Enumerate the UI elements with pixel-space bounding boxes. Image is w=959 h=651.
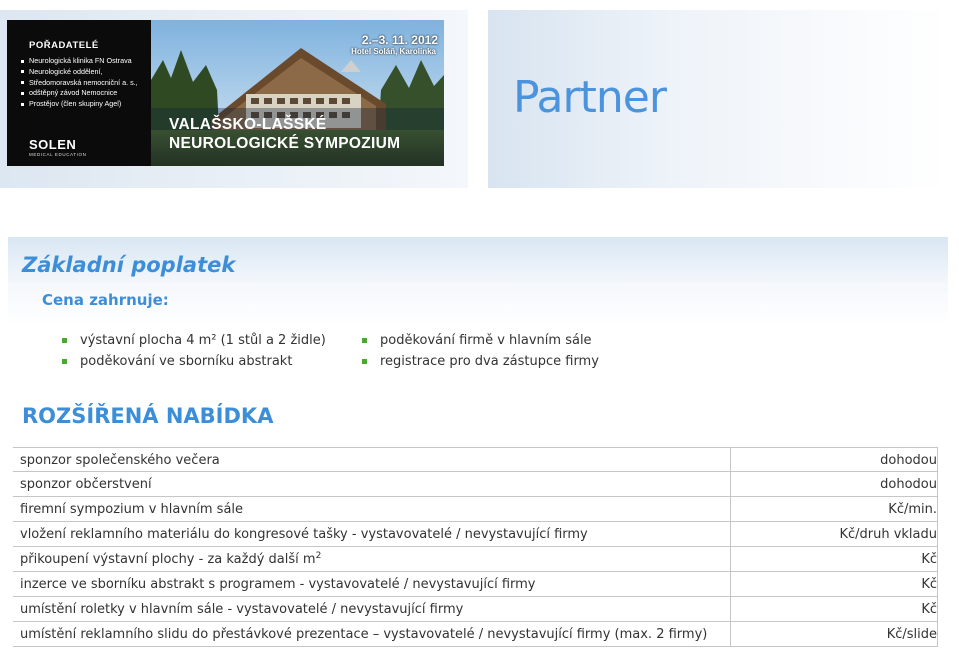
table-row (13, 497, 949, 522)
offer-description (13, 547, 731, 572)
list-item (62, 351, 326, 372)
event-date: 2.–3. 11. 2012 (361, 33, 438, 47)
extended-offer-title: ROZŠÍŘENÁ NABÍDKA (22, 404, 274, 428)
base-fee-title: Základní poplatek (22, 253, 236, 277)
list-item-text: poděkování firmě v hlavním sále (380, 333, 592, 348)
offer-table (13, 447, 949, 647)
organizers-title: POŘADATELÉ (29, 40, 99, 51)
bullet-icon (62, 359, 67, 364)
offer-price: Kč/slide (724, 622, 938, 647)
offer-description: firemní sympozium v hlavním sále (13, 497, 731, 522)
offer-price: Kč (724, 547, 938, 572)
organizer-item: odštěpný závod Nemocnice (21, 88, 138, 99)
page-title: Partner (513, 72, 666, 123)
table-row (13, 472, 949, 497)
organizer-item: Středomoravská nemocniční a. s., (21, 78, 138, 89)
offer-description-superscript: 2 (315, 551, 322, 561)
table-row (13, 522, 949, 547)
bullet-icon (362, 338, 367, 343)
offer-description: inzerce ve sborníku abstrakt s programem - vystavovatelé / nevystavující firmy (13, 572, 731, 597)
offer-description-text: přikoupení výstavní plochy - za každý další m (20, 552, 316, 567)
included-list-right (362, 330, 599, 372)
symposium-title-line-1: VALAŠSKO-LAŠSKÉ (169, 116, 327, 133)
organizer-item: Prostějov (člen skupiny Agel) (21, 99, 138, 110)
symposium-title-line-2: NEUROLOGICKÉ SYMPOZIUM (169, 135, 401, 152)
included-label: Cena zahrnuje: (42, 291, 169, 309)
offer-price: dohodou (724, 447, 938, 472)
event-venue: Hotel Soláň, Karolinka (351, 47, 436, 56)
bullet-icon (362, 359, 367, 364)
table-row (13, 547, 949, 572)
organizers-block (7, 20, 151, 166)
solen-logo: SOLEN (29, 137, 77, 152)
organizer-item: Neurologická klinika FN Ostrava (21, 56, 138, 67)
table-row (13, 622, 949, 647)
organizers-list (21, 56, 138, 110)
included-list-left (62, 330, 326, 372)
hotel-photo (151, 20, 444, 166)
offer-price: Kč/druh vkladu (724, 522, 938, 547)
organizer-item: Neurologické oddělení, (21, 67, 138, 78)
table-row (13, 597, 949, 622)
list-item (62, 330, 326, 351)
table-row (13, 572, 949, 597)
list-item (362, 351, 599, 372)
offer-description: umístění reklamního slidu do přestávkové prezentace – vystavovatelé / nevystavující firmy (max. 2 firmy) (13, 622, 731, 647)
offer-description: vložení reklamního materiálu do kongresové tašky - vystavovatelé / nevystavující firmy (13, 522, 731, 547)
bullet-icon (62, 338, 67, 343)
list-item-text: registrace pro dva zástupce firmy (380, 354, 599, 369)
offer-description: sponzor občerstvení (13, 472, 731, 497)
offer-description: sponzor společenského večera (13, 447, 731, 472)
offer-description: umístění roletky v hlavním sále - vystavovatelé / nevystavující firmy (13, 597, 731, 622)
event-banner (7, 20, 444, 166)
list-item-text: výstavní plocha 4 m² (1 stůl a 2 židle) (80, 333, 326, 348)
offer-price: Kč (724, 572, 938, 597)
offer-price: dohodou (724, 472, 938, 497)
symposium-title (169, 115, 439, 153)
solen-logo-subtitle: MEDICAL EDUCATION (29, 152, 87, 157)
table-row (13, 447, 949, 472)
list-item-text: poděkování ve sborníku abstrakt (80, 354, 293, 369)
offer-price: Kč/min. (724, 497, 938, 522)
offer-price: Kč (724, 597, 938, 622)
list-item (362, 330, 599, 351)
